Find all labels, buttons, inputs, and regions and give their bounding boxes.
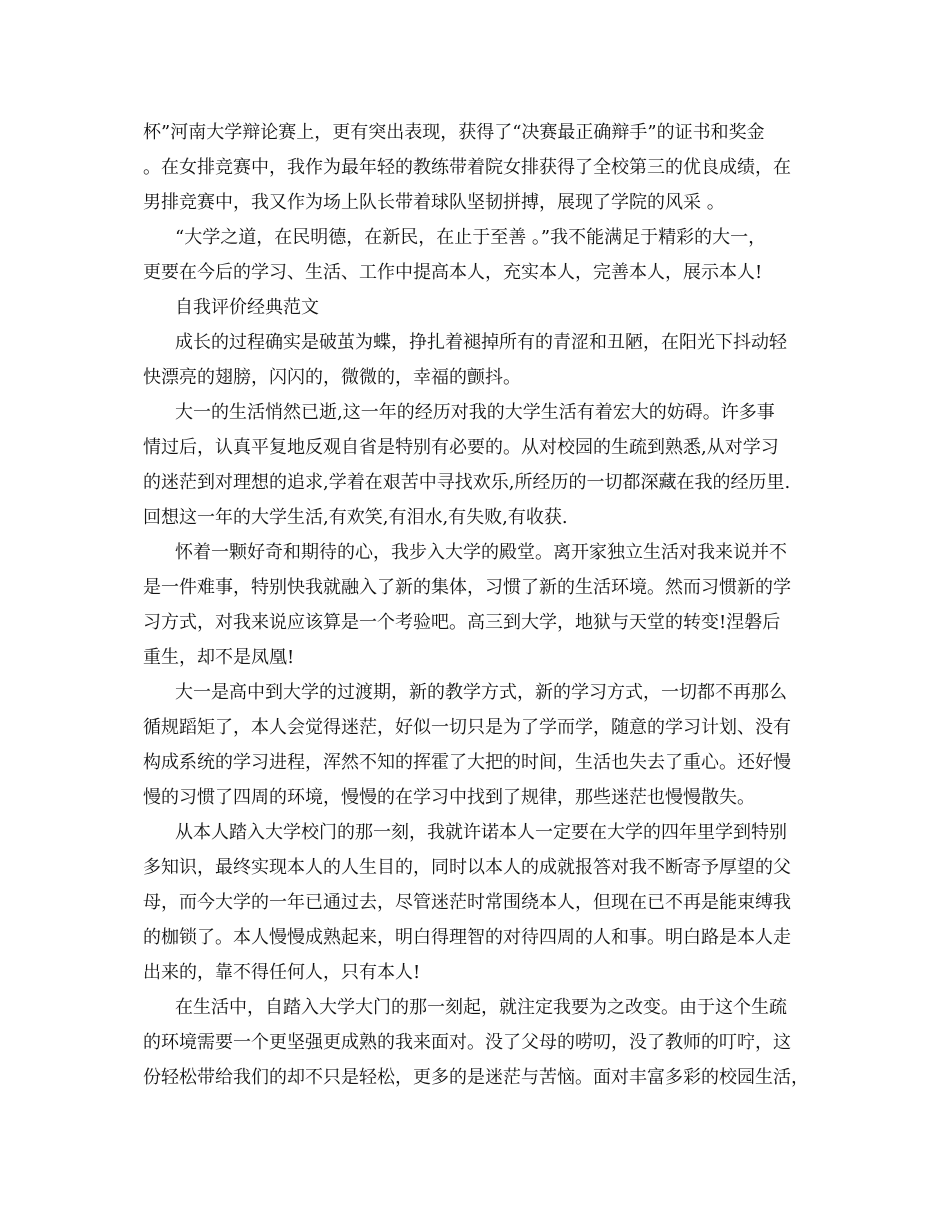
text-line: 从本人踏入大学校门的那一刻，我就许诺本人一定要在大学的四年里学到特别 — [175, 822, 787, 843]
text-line: 慢的习惯了四周的环境，慢慢的在学习中找到了规律，那些迷茫也慢慢散失。 — [143, 787, 755, 808]
text-line: 情过后，认真平复地反观自省是特别有必要的。从对校园的生疏到熟悉,从对学习 — [143, 437, 779, 458]
text-line: 的环境需要一个更坚强更成熟的我来面对。没了父母的唠叨，没了教师的叮咛，这 — [143, 1032, 791, 1053]
text-line: 。在女排竞赛中，我作为最年轻的教练带着院女排获得了全校第三的优良成绩，在 — [143, 157, 791, 178]
text-line: 重生，却不是凤凰! — [143, 647, 295, 668]
text-line: 成长的过程确实是破茧为蝶，挣扎着褪掉所有的青涩和丑陋，在阳光下抖动轻 — [175, 332, 787, 353]
text-line: 杯”河南大学辩论赛上，更有突出表现，获得了“决赛最正确辩手”的证书和奖金 — [143, 122, 765, 143]
text-line: 的迷茫到对理想的追求,学着在艰苦中寻找欢乐,所经历的一切都深藏在我的经历里. — [143, 472, 791, 493]
text-line: 习方式，对我来说应该算是一个考验吧。高三到大学，地狱与天堂的转变!涅磐后 — [143, 612, 781, 633]
text-line: 快漂亮的翅膀，闪闪的，微微的，幸福的颤抖。 — [143, 367, 521, 388]
text-line: 大一的生活悄然已逝,这一年的经历对我的大学生活有着宏大的妨碍。许多事 — [175, 402, 775, 423]
text-line: 大一是高中到大学的过渡期，新的教学方式，新的学习方式，一切都不再那么 — [175, 682, 787, 703]
text-line: 构成系统的学习进程，浑然不知的挥霍了大把的时间，生活也失去了重心。还好慢 — [143, 752, 791, 773]
text-line: 多知识，最终实现本人的人生目的，同时以本人的成就报答对我不断寄予厚望的父 — [143, 857, 791, 878]
text-line: 出来的，靠不得任何人，只有本人! — [143, 962, 421, 983]
text-line: 在生活中，自踏入大学大门的那一刻起，就注定我要为之改变。由于这个生疏 — [175, 997, 787, 1018]
text-line: 更要在今后的学习、生活、工作中提高本人，充实本人，完善本人，展示本人! — [143, 262, 763, 283]
text-line: “大学之道，在民明德，在新民，在止于至善 。”我不能满足于精彩的大一， — [175, 227, 767, 248]
text-line: 回想这一年的大学生活,有欢笑,有泪水,有失败,有收获. — [143, 507, 568, 528]
text-line: 男排竞赛中，我又作为场上队长带着球队坚韧拼搏，展现了学院的风采 。 — [143, 192, 725, 213]
text-line: 的枷锁了。本人慢慢成熟起来，明白得理智的对待四周的人和事。明白路是本人走 — [143, 927, 791, 948]
text-line: 怀着一颗好奇和期待的心，我步入大学的殿堂。离开家独立生活对我来说并不 — [175, 542, 787, 563]
text-line: 是一件难事，特别快我就融入了新的集体，习惯了新的生活环境。然而习惯新的学 — [143, 577, 791, 598]
text-line: 母，而今大学的一年已通过去，尽管迷茫时常围绕本人，但现在已不再是能束缚我 — [143, 892, 791, 913]
section-heading: 自我评价经典范文 — [175, 297, 319, 318]
text-line: 份轻松带给我们的却不只是轻松，更多的是迷茫与苦恼。面对丰富多彩的校园生活， — [143, 1067, 809, 1088]
text-line: 循规蹈矩了，本人会觉得迷茫，好似一切只是为了学而学，随意的学习计划、没有 — [143, 717, 791, 738]
